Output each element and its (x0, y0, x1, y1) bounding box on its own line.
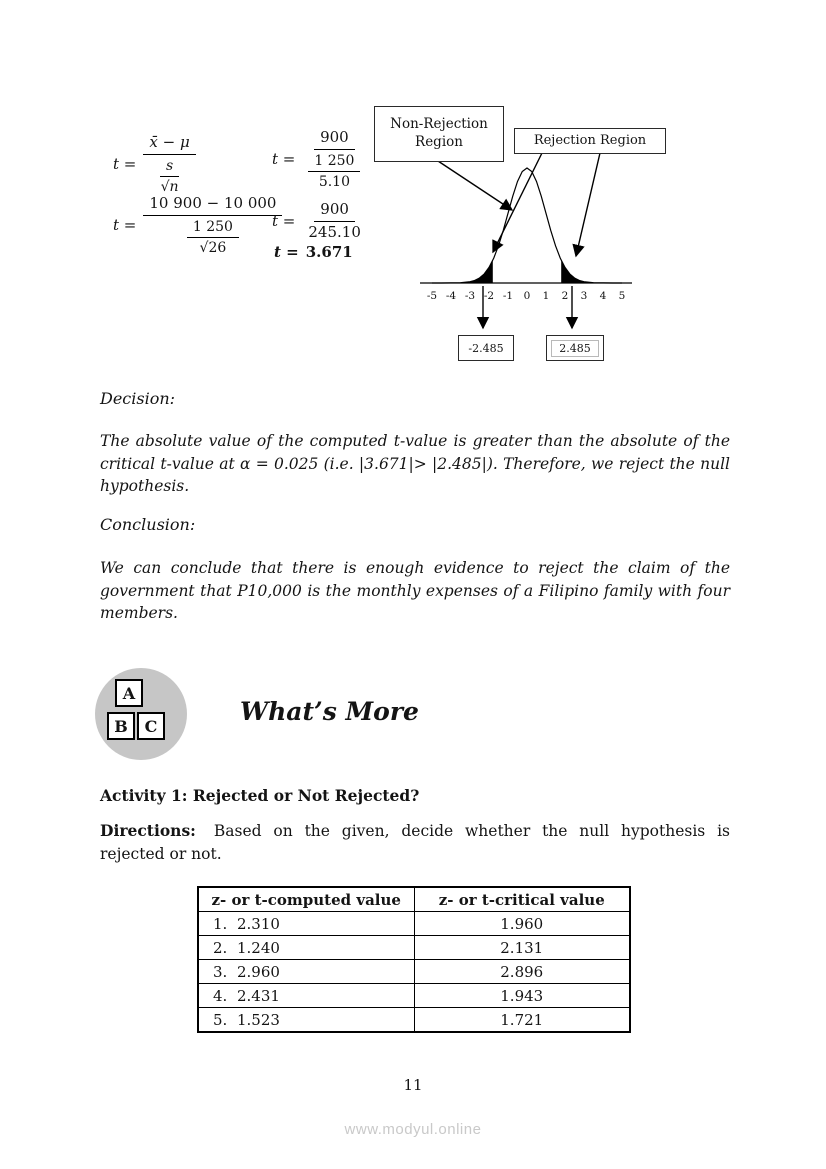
computed-cell (198, 912, 414, 936)
table-row (198, 912, 630, 936)
computed-cell (198, 936, 414, 960)
directions-label: Directions: (100, 821, 196, 840)
conclusion-paragraph: We can conclude that there is enough evidence to reject the claim of the government that P10,000 is the monthly expenses of a Filipino family with four members. (100, 559, 730, 623)
tick-label: 1 (542, 290, 550, 302)
axis-tick-labels (427, 290, 625, 302)
computed-cell (198, 960, 414, 984)
table-header-computed: z- or t-computed value (198, 887, 414, 912)
critical-value-left: -2.485 (458, 335, 514, 361)
inner-numerator: 1 250 (308, 152, 360, 172)
conclusion-heading: Conclusion: (100, 515, 196, 534)
non-rejection-region-label: Non-Rejection Region (374, 106, 504, 162)
computed-value: 2.960 (237, 962, 280, 981)
critical-cell: 2.131 (414, 936, 630, 960)
tick-label: -5 (426, 290, 438, 302)
rejection-region-label: Rejection Region (514, 128, 666, 154)
numerator: 900 (314, 128, 355, 150)
formula-lhs: t = (113, 155, 137, 174)
row-number: 1. (213, 914, 228, 933)
denominator (302, 150, 366, 191)
table-row (198, 984, 630, 1008)
fraction (302, 200, 367, 242)
directions-paragraph (100, 819, 730, 867)
critical-cell: 1.721 (414, 1008, 630, 1033)
distribution-diagram (362, 98, 672, 373)
formula-lhs: t = (113, 216, 137, 235)
formula-t-general (113, 133, 196, 196)
critical-cell: 1.943 (414, 984, 630, 1008)
t-value-result: 3.671 (305, 243, 353, 261)
formula-lhs: t = (272, 150, 296, 169)
computed-value: 2.310 (237, 914, 280, 933)
tick-label: -4 (445, 290, 457, 302)
numerator: 900 (314, 200, 355, 222)
denominator (149, 155, 191, 196)
tick-label: 3 (580, 290, 588, 302)
formula-lhs: t = (274, 243, 299, 261)
abc-blocks-icon (95, 668, 187, 760)
formula-result (274, 243, 353, 261)
tick-label: -1 (502, 290, 514, 302)
directions-text: Based on the given, decide whether the null hypothesis is rejected or not. (100, 822, 730, 864)
inner-denominator: √n (160, 178, 179, 195)
letter-block-a: A (115, 679, 143, 707)
tick-label: 0 (523, 290, 531, 302)
tick-label: -2 (483, 290, 495, 302)
table-row (198, 960, 630, 984)
row-number: 2. (213, 938, 228, 957)
numerator: x̄ − μ (143, 133, 195, 155)
tick-label: 4 (599, 290, 607, 302)
fraction (302, 128, 366, 191)
critical-value-right-text: 2.485 (551, 340, 599, 357)
page-number: 11 (403, 1076, 423, 1094)
formula-step-3 (272, 200, 367, 242)
rejection-arrow-right (576, 153, 600, 256)
formula-step-2 (272, 128, 366, 191)
computed-cell (198, 984, 414, 1008)
tick-label: -3 (464, 290, 476, 302)
inner-denominator: 5.10 (318, 173, 350, 190)
table-row (198, 1008, 630, 1033)
inner-numerator: s (160, 157, 179, 177)
fraction (143, 133, 195, 196)
tick-label: 2 (561, 290, 569, 302)
letter-block-c: C (137, 712, 165, 740)
denominator: 245.10 (308, 222, 361, 241)
row-number: 5. (213, 1010, 228, 1029)
row-number: 4. (213, 986, 228, 1005)
bell-curve (432, 168, 622, 283)
activity-title: Activity 1: Rejected or Not Rejected? (100, 786, 420, 805)
critical-cell: 2.896 (414, 960, 630, 984)
letter-block-b: B (107, 712, 135, 740)
section-title: What’s More (240, 697, 419, 726)
computed-value: 1.240 (237, 938, 280, 957)
fraction (143, 194, 282, 257)
watermark: www.modyul.online (344, 1121, 482, 1138)
table-header-row (198, 887, 630, 912)
table-row (198, 936, 630, 960)
computed-value: 2.431 (237, 986, 280, 1005)
numerator: 10 900 − 10 000 (143, 194, 282, 216)
computed-value: 1.523 (237, 1010, 280, 1029)
formula-lhs: t = (272, 212, 296, 230)
table-header-critical: z- or t-critical value (414, 887, 630, 912)
critical-cell: 1.960 (414, 912, 630, 936)
decision-paragraph: The absolute value of the computed t-value is greater than the absolute of the critical t-value at α = 0.025 (i.e. |3.671|> |2.485|). Therefore, we reject the null hypothesis. (100, 432, 730, 496)
formula-step-1 (113, 194, 282, 257)
inner-numerator: 1 250 (187, 218, 239, 238)
non-rejection-arrow (438, 161, 512, 210)
tick-label: 5 (618, 290, 626, 302)
critical-value-right (546, 335, 604, 361)
decision-heading: Decision: (100, 389, 176, 408)
row-number: 3. (213, 962, 228, 981)
activity-table (197, 886, 631, 1033)
denominator (181, 216, 245, 257)
inner-denominator: √26 (199, 239, 227, 256)
computed-cell (198, 1008, 414, 1033)
